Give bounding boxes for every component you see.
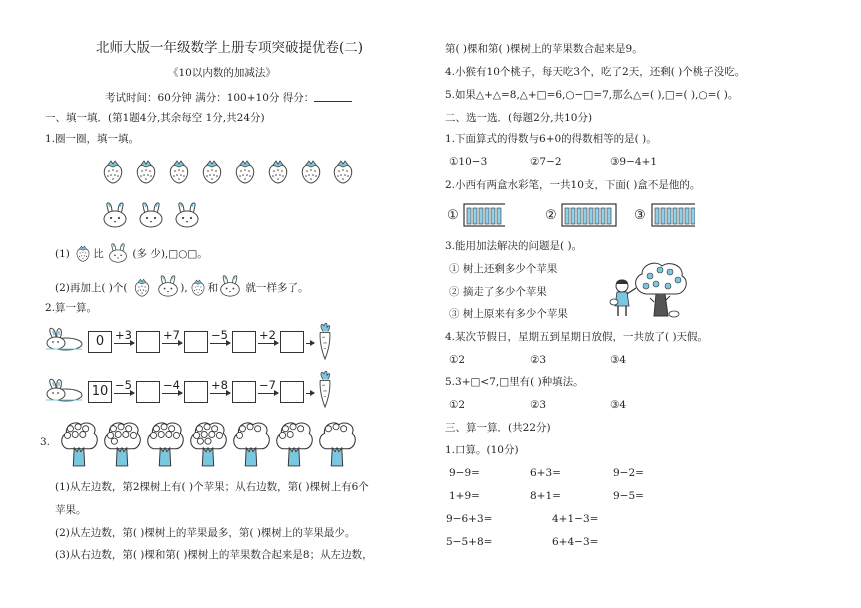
apple [123, 431, 129, 437]
strawberry-icon [101, 158, 125, 184]
apple [197, 438, 203, 444]
oral-calc-item: 9−2= [613, 467, 644, 479]
apple [298, 426, 304, 432]
calc-op: −4 [163, 378, 180, 392]
s2-q5-option-3[interactable]: ③4 [610, 399, 627, 411]
s1-q3-line1-cont: 苹果。 [55, 504, 87, 516]
oral-calc-item: 6+4−3= [552, 536, 599, 548]
s2-q5-stem: 5.3+□<7,□里有( )种填法。 [445, 376, 584, 388]
apple [75, 424, 81, 430]
strawberry-icon [167, 158, 191, 184]
apple-tree-icon [58, 420, 100, 468]
apple [111, 438, 117, 444]
pen-icon [679, 208, 683, 224]
pen-icon [571, 208, 575, 224]
s1-q2-title: 2.算一算。 [45, 302, 98, 314]
apple [166, 431, 172, 437]
strawberry-icon [233, 158, 257, 184]
pen-icon [691, 208, 695, 224]
arrow [258, 393, 278, 394]
arrow [306, 393, 314, 394]
pen-icon [577, 208, 581, 224]
s2-q4-option-3[interactable]: ③4 [610, 354, 627, 366]
apple [173, 432, 179, 438]
section1-heading: 一、填一填．(第1题4分,其余每空 1分,共24分) [45, 112, 265, 124]
arrow [162, 393, 182, 394]
strawberry-icon [331, 158, 355, 184]
apple [72, 431, 78, 437]
answer-box[interactable] [136, 381, 160, 403]
q1-part2-text: (2)再加上( )个( [55, 282, 128, 294]
carrot-icon [315, 322, 335, 360]
compare-word: 比 [93, 248, 104, 260]
s2-q1-stem: 1.下面算式的得数与6+0的得数相等的是( )。 [445, 133, 657, 145]
arrow [114, 393, 134, 394]
s1-q1-line2: (2)再加上( )个( ), 和 就一样多了。 [55, 275, 309, 297]
section2-heading: 二、选一选．(每题2分,共10分) [445, 112, 593, 124]
pen-icon [589, 208, 593, 224]
s1-q3-line2: (2)从左边数，第( )棵树上的苹果最多，第( )棵树上的苹果最少。 [55, 527, 356, 539]
pen-icon [595, 208, 599, 224]
apple [64, 432, 70, 438]
apple-tree-icon [636, 263, 687, 317]
answer-box[interactable] [184, 381, 208, 403]
calc-start-box: 0 [88, 331, 112, 353]
s2-q3-option-2[interactable]: ② 摘走了多少个苹果 [449, 286, 547, 298]
oral-calc-item: 8+1= [530, 490, 561, 502]
pen-box[interactable] [651, 203, 695, 228]
strawberry-icon [134, 158, 158, 184]
s2-q5-option-1[interactable]: ①2 [449, 399, 466, 411]
bunny-icon [156, 275, 180, 297]
exam-info-text: 考试时间：60分钟 满分：100+10分 得分： [105, 92, 315, 104]
oral-calc-item: 9−5= [613, 490, 644, 502]
pen-icon [473, 208, 477, 224]
answer-box[interactable] [136, 331, 160, 353]
apple [196, 426, 202, 432]
arrow [162, 343, 182, 344]
apple [193, 432, 199, 438]
apple [126, 426, 132, 432]
apple-tree-icon [273, 420, 315, 468]
s2-q3-option-1[interactable]: ① 树上还剩多少个苹果 [449, 263, 558, 275]
s2-q3-option-3[interactable]: ③ 树上原来有多少个苹果 [449, 308, 568, 320]
pen-box-label-3: ③ [634, 208, 646, 223]
strawberry-icon [73, 244, 93, 262]
apple [282, 426, 288, 432]
calc-op: +2 [259, 328, 276, 342]
pen-box[interactable] [463, 203, 505, 228]
answer-box[interactable] [184, 331, 208, 353]
oral-calc-item: 9−6+3= [446, 513, 493, 525]
girl-apple-tree-illustration [608, 258, 690, 320]
answer-box[interactable] [232, 381, 256, 403]
apple [83, 426, 89, 432]
apple [333, 424, 339, 430]
answer-box[interactable] [280, 381, 304, 403]
s2-q5-option-2[interactable]: ②3 [530, 399, 547, 411]
pen-box[interactable] [561, 203, 619, 228]
apple [67, 426, 73, 432]
s2-q2-stem: 2.小西有两盒水彩笔，一共10支，下面( )盒不是他的。 [445, 179, 701, 191]
lying-bunny-icon [44, 378, 84, 402]
apple [158, 431, 164, 437]
s1-q5: 5.如果△+△=8,△+□=6,○−□=7,那么△=( ),□=( ),○=( )。 [445, 89, 739, 101]
apple [153, 426, 159, 432]
exam-info [105, 91, 352, 105]
apple-tree-icon [187, 420, 229, 468]
pen-icon [685, 208, 689, 224]
s2-q3-stem: 3.能用加法解决的问题是( )。 [445, 240, 583, 252]
oral-calc-item: 1+9= [449, 490, 480, 502]
pen-icon [479, 208, 483, 224]
page-subtitle: 《10以内数的加减法》 [168, 67, 276, 79]
apple [205, 438, 211, 444]
apple [150, 432, 156, 438]
bunny-icon [107, 243, 129, 263]
calc-op: −7 [259, 378, 276, 392]
s2-q1-option-1[interactable]: ①10−3 [449, 156, 488, 168]
s3-q1-title: 1.口算。(10分) [445, 444, 519, 456]
pen-icon [601, 208, 605, 224]
strawberry-icon [131, 277, 153, 297]
pen-icon [467, 208, 471, 224]
apple [212, 426, 218, 432]
s2-q1-option-3[interactable]: ③9−4+1 [610, 156, 658, 168]
apple [130, 432, 136, 438]
q1-part2-paren: ) [180, 282, 185, 294]
apple [118, 424, 124, 430]
bunny-icon [218, 275, 242, 297]
oral-calc-item: 5−5+8= [446, 536, 493, 548]
bunny-icon [101, 202, 129, 228]
s1-q3-line3: (3)从右边数，第( )棵和第( )棵树上的苹果数合起来是8；从左边数， [55, 549, 373, 561]
apple [107, 432, 113, 438]
strawberry-icon [299, 158, 323, 184]
apple [287, 431, 293, 437]
apple [279, 432, 285, 438]
q1-part2-end: 就一样多了。 [245, 282, 309, 294]
strawberry-icon [200, 158, 224, 184]
carrot-icon [315, 370, 335, 408]
apple [80, 431, 86, 437]
girl-icon [610, 280, 636, 317]
strawberry-icon [188, 278, 208, 296]
bunny-icon [173, 202, 201, 228]
s2-q4-option-2[interactable]: ②3 [530, 354, 547, 366]
pen-icon [673, 208, 677, 224]
apple [247, 424, 253, 430]
calc-op: +3 [115, 328, 132, 342]
pen-icon [485, 208, 489, 224]
apple [201, 431, 207, 437]
s1-q1-line1 [55, 243, 208, 263]
pen-box-label-1: ① [447, 208, 459, 223]
apple [290, 424, 296, 430]
apple [341, 426, 347, 432]
apple [169, 426, 175, 432]
apple [204, 424, 210, 430]
s2-q4-stem: 4.某次节假日，星期五到星期日放假，一共放了( )天假。 [445, 331, 709, 343]
lying-bunny-icon [44, 327, 84, 351]
apple-tree-icon [101, 420, 143, 468]
pen-icon [655, 208, 659, 224]
answer-box[interactable] [232, 331, 256, 353]
answer-box[interactable] [280, 331, 304, 353]
compare-answer: (多 少),□○□。 [132, 248, 208, 260]
pen-icon [661, 208, 665, 224]
pen-icon [491, 208, 495, 224]
calc-op: +8 [211, 378, 228, 392]
apple [216, 432, 222, 438]
arrow [210, 393, 230, 394]
apple [115, 431, 121, 437]
pen-icon [497, 208, 501, 224]
apple [255, 426, 261, 432]
calc-start-box: 10 [88, 381, 112, 403]
calc-op: +7 [163, 328, 180, 342]
arrow [114, 343, 134, 344]
apple [110, 426, 116, 432]
apple-tree-icon [144, 420, 186, 468]
bunny-icon [137, 202, 165, 228]
arrow [306, 343, 314, 344]
pen-icon [607, 208, 611, 224]
oral-calc-item: 4+1−3= [552, 513, 599, 525]
apple [236, 432, 242, 438]
apple [239, 426, 245, 432]
apple-tree-icon [230, 420, 272, 468]
page-title: 北师大版一年级数学上册专项突破提优卷(二) [96, 40, 364, 56]
apple [161, 424, 167, 430]
calc-op: −5 [115, 378, 132, 392]
oral-calc-item: 9−9= [449, 467, 480, 479]
pen-box-label-2: ② [545, 208, 557, 223]
s2-q1-option-2[interactable]: ②7−2 [530, 156, 562, 168]
pen-icon [565, 208, 569, 224]
and-word: 和 [207, 282, 219, 294]
arrow [210, 343, 230, 344]
s1-q3-line3-cont: 第( )棵和第( )棵树上的苹果数合起来是9。 [445, 43, 643, 55]
apple [325, 426, 331, 432]
arrow [258, 343, 278, 344]
q1-part1-label: (1) [55, 248, 70, 260]
s1-q1-title: 1.圈一圈，填一填。 [45, 133, 140, 145]
s1-q3-line1: (1)从左边数，第2棵树上有( )个苹果；从右边数，第( )棵树上有6个 [55, 481, 369, 493]
s1-q4: 4.小猴有10个桃子，每天吃3个，吃了2天，还剩( )个桃子没吃。 [445, 66, 746, 78]
calc-op: −5 [211, 328, 228, 342]
pen-icon [583, 208, 587, 224]
s2-q4-option-1[interactable]: ①2 [449, 354, 466, 366]
section3-heading: 三、算一算．(共22分) [445, 422, 551, 434]
s1-q3-number: 3. [40, 436, 51, 448]
strawberry-icon [266, 158, 290, 184]
pen-icon [667, 208, 671, 224]
apple-tree-icon [316, 420, 358, 468]
apple [209, 431, 215, 437]
score-blank [314, 91, 352, 102]
oral-calc-item: 6+3= [530, 467, 561, 479]
